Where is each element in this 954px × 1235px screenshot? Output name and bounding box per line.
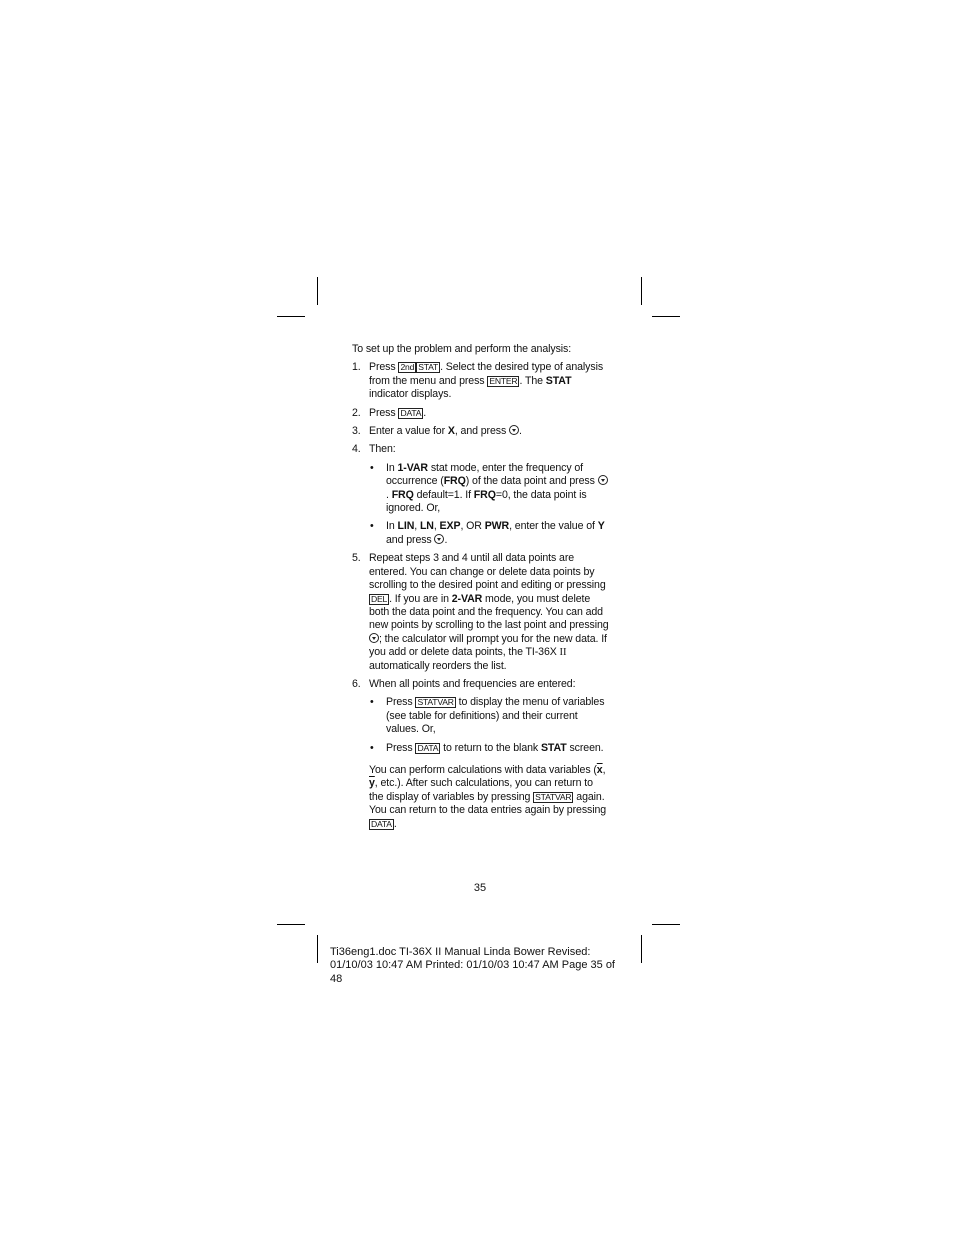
key-data: DATA [400, 407, 422, 418]
x-bar-symbol: $\overline{x}$ [596, 763, 603, 776]
step-text: . [519, 425, 522, 438]
note-text: again. You can return to the data entries again by pressing [369, 790, 607, 817]
down-arrow-key-icon [598, 475, 608, 485]
step-number: 3. [352, 425, 361, 438]
step-text: indicator displays. [369, 388, 452, 401]
crop-mark-bottom-left-vertical [317, 935, 318, 963]
key-statvar: STATVAR [535, 791, 572, 802]
bullet-text: ) of the data point and press [465, 475, 598, 488]
crop-mark-bottom-right-horizontal [652, 924, 680, 925]
intro-text: To set up the problem and perform the analysis: [352, 343, 572, 355]
step-text: . The [519, 374, 546, 387]
step-4-bullets [369, 462, 610, 547]
step-1 [352, 361, 610, 401]
page-number: 35 [473, 882, 487, 894]
page-content [352, 343, 610, 836]
crop-mark-top-left-horizontal [277, 316, 305, 317]
bullet-text: Press [386, 696, 416, 709]
step-number: 6. [352, 677, 361, 690]
bullet-2var [369, 520, 610, 547]
bullet-text: stat mode, enter the frequency of occurrence ( [386, 461, 583, 488]
step-text: Enter a value for [369, 425, 448, 438]
bold-text: LIN [397, 520, 415, 533]
step-6-bullets [369, 696, 610, 755]
down-arrow-key-icon [509, 425, 519, 435]
bullet-text: , [414, 520, 420, 533]
bullet-text: , enter the value of [509, 520, 598, 533]
crop-mark-top-left-vertical [317, 277, 318, 305]
bullet-icon: • [370, 461, 374, 474]
note-text: You can perform calculations with data variables ( [369, 763, 597, 776]
bold-text: 1-VAR [397, 461, 428, 474]
crop-mark-bottom-left-horizontal [277, 924, 305, 925]
step-text: Press [369, 361, 399, 374]
bullet-text: In [386, 520, 398, 533]
step-3 [352, 425, 610, 438]
bold-text: FRQ [391, 488, 414, 501]
bullet-icon: • [370, 741, 374, 754]
step-4 [352, 443, 610, 547]
bullet-icon: • [370, 696, 374, 709]
bold-text: Y [597, 520, 605, 533]
step-number: 4. [352, 443, 361, 456]
step-number: 5. [352, 552, 361, 565]
bullet-text: , [433, 520, 440, 533]
bold-text: PWR [484, 520, 510, 533]
bold-text: 2-VAR [451, 592, 483, 605]
key-del: DEL [371, 593, 388, 604]
step-6-note [369, 764, 610, 831]
key-statvar: STATVAR [417, 697, 454, 708]
note-text: , [602, 763, 606, 776]
bullet-text: . [444, 533, 448, 546]
step-text: Then: [369, 443, 396, 456]
key-data: DATA [417, 742, 439, 753]
step-2 [352, 407, 610, 420]
step-text: Press [369, 406, 399, 419]
bullet-text: In [386, 461, 398, 474]
bullet-text: =0, the data point is ignored. Or, [386, 488, 587, 515]
step-number: 1. [352, 361, 361, 374]
y-bar-symbol: $\overline{y}$ [369, 777, 375, 790]
step-text: . [423, 406, 427, 419]
step-text: Repeat steps 3 and 4 until all data points are entered. You can change or delete data points by scrolling to the desired point and editing or pressing [369, 552, 606, 592]
bullet-data [369, 742, 610, 755]
bold-text: STAT [545, 374, 572, 387]
bullet-text: to display the menu of variables (see table for definitions) and their current values. Or, [386, 696, 605, 736]
note-text: . [393, 817, 397, 830]
key-data: DATA [371, 818, 392, 829]
step-text: mode, you must delete both the data point and the frequency. You can add new points by scrolling to the last point and pressing [369, 592, 609, 632]
key-stat: STAT [418, 362, 439, 373]
step-text: , and press [454, 425, 509, 438]
step-text: ; the calculator will prompt you for the new data. If you add or delete data points, the TI-36X [369, 632, 607, 659]
step-number: 2. [352, 406, 361, 419]
bullet-text: default=1. If [413, 488, 474, 501]
down-arrow-key-icon [434, 534, 444, 544]
step-text: When all points and frequencies are entered: [369, 677, 576, 690]
bullet-text: , OR [460, 520, 485, 533]
bullet-text: Press [386, 741, 416, 754]
bullet-text: . [386, 488, 392, 501]
bold-text: STAT [540, 741, 567, 754]
crop-mark-top-right-horizontal [652, 316, 680, 317]
bullet-text: to return to the blank [440, 741, 541, 754]
step-text: . If you are in [389, 592, 452, 605]
document-footer: Ti36eng1.doc TI-36X II Manual Linda Bower Revised: 01/10/03 10:47 AM Printed: 01/10/03 10:47 AM Page 35 of 48 [330, 946, 615, 985]
bold-text: LN [419, 520, 434, 533]
bullet-statvar [369, 696, 610, 736]
key-2nd: 2nd [400, 362, 415, 373]
roman-numeral: II [559, 647, 567, 659]
steps-list [352, 361, 610, 831]
bold-text: X [447, 425, 455, 438]
note-text: , etc.). After such calculations, you can return to the display of variables by pressing [369, 777, 593, 803]
bullet-1var [369, 462, 610, 516]
bullet-text: screen. [566, 741, 604, 754]
step-6 [352, 678, 610, 831]
step-text: . Select the desired type of analysis from the menu and press [369, 361, 604, 387]
step-text: automatically reorders the list. [369, 659, 507, 672]
down-arrow-key-icon [369, 633, 379, 643]
bullet-icon: • [370, 520, 374, 533]
key-enter: ENTER [489, 375, 518, 386]
step-5 [352, 552, 610, 673]
bold-text: FRQ [443, 475, 466, 488]
bullet-text: and press [386, 533, 435, 546]
crop-mark-bottom-right-vertical [641, 935, 642, 963]
bold-text: FRQ [473, 488, 496, 501]
bold-text: EXP [439, 520, 461, 533]
crop-mark-top-right-vertical [641, 277, 642, 305]
